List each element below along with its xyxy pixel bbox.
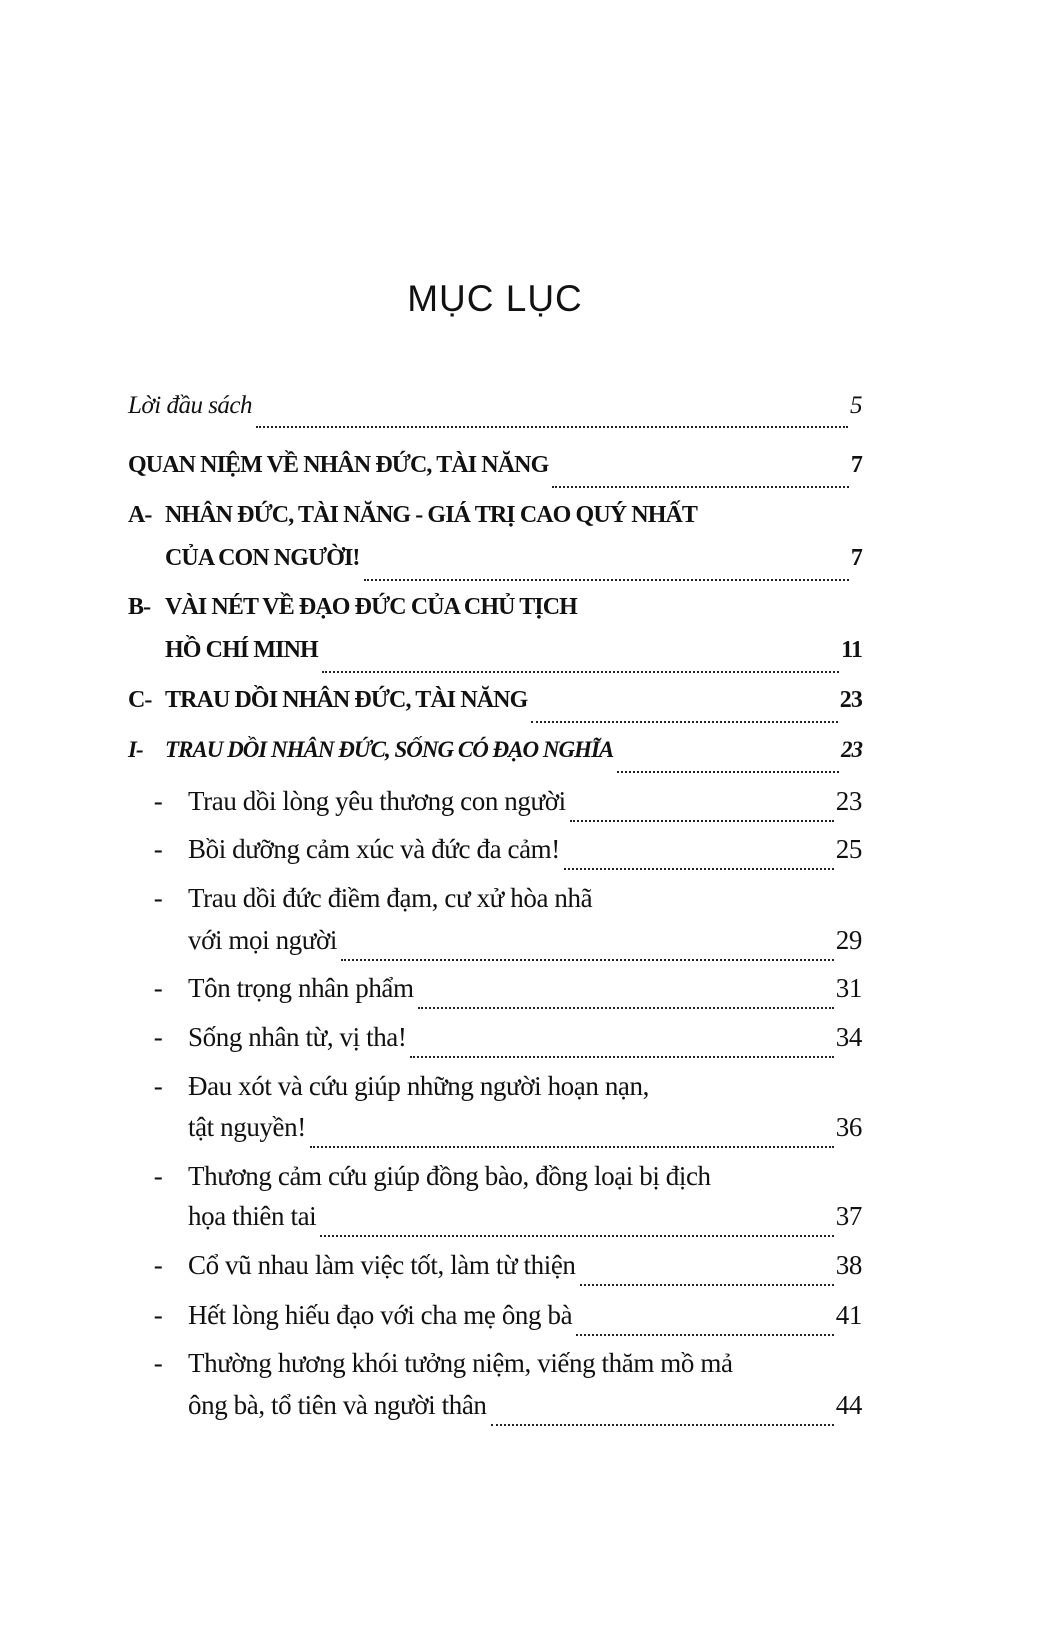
toc-item[interactable] [128,883,862,925]
toc-entry-b-cont[interactable] [128,637,862,679]
item-text: Tôn trọng nhân phẩm [188,973,414,1003]
toc-item[interactable] [128,1348,862,1390]
toc-item[interactable] [128,973,862,1015]
entry-text: CỦA CON NGƯỜI! [165,545,360,571]
dot-leader [617,770,839,773]
toc-entry-a-cont[interactable] [128,545,862,587]
page-number: 23 [835,786,862,816]
toc-entry-i[interactable] [128,737,862,779]
entry-prefix: C- [128,687,152,713]
entry-text: QUAN NIỆM VỀ NHÂN ĐỨC, TÀI NĂNG [128,452,549,478]
page-title: MỤC LỤC [407,278,583,319]
dot-leader [570,819,834,822]
item-text: Hết lòng hiếu đạo với cha mẹ ông bà [188,1300,573,1330]
entry-text: VÀI NÉT VỀ ĐẠO ĐỨC CỦA CHỦ TỊCH [165,594,577,620]
item-text: Cổ vũ nhau làm việc tốt, làm từ thiện [188,1250,576,1280]
entry-text: Lời đầu sách [128,392,253,419]
item-text: Đau xót và cứu giúp những người hoạn nạn, [188,1071,649,1101]
item-text: tật nguyền! [188,1112,306,1142]
item-text: Trau dồi đức điềm đạm, cư xử hòa nhã [188,883,593,913]
toc-entry-c[interactable] [128,687,862,729]
page-number: 34 [835,1022,862,1052]
dot-leader [552,485,849,488]
entry-prefix: I- [128,737,143,762]
page-number: 36 [835,1112,862,1142]
dot-leader [341,958,834,961]
dot-leader [564,867,834,870]
toc-item-cont[interactable] [128,925,862,967]
dot-leader [491,1423,834,1426]
item-text: Thường hương khói tưởng niệm, viếng thăm mồ mả [188,1348,733,1378]
entry-text: NHÂN ĐỨC, TÀI NĂNG - GIÁ TRỊ CAO QUÝ NHẤT [165,502,698,528]
page-number: 5 [850,392,862,419]
dot-leader [256,425,848,428]
item-dash: - [153,786,163,816]
toc-item[interactable] [128,1071,862,1113]
toc-item[interactable] [128,834,862,876]
toc-entry-a[interactable] [128,502,862,544]
toc-item[interactable] [128,786,862,828]
page-number: 38 [835,1250,862,1280]
toc-item[interactable] [128,1250,862,1292]
dot-leader [576,1333,834,1336]
item-text: Bồi dưỡng cảm xúc và đức đa cảm! [188,834,560,864]
page-number: 7 [850,545,862,571]
item-dash: - [153,883,163,913]
entry-prefix: B- [128,594,151,620]
item-dash: - [153,1300,163,1330]
entry-prefix: A- [128,502,152,528]
item-dash: - [153,1022,163,1052]
toc-item[interactable] [128,1022,862,1064]
item-dash: - [153,1161,163,1191]
item-text: Thương cảm cứu giúp đồng bào, đồng loại bị địch [188,1161,711,1191]
item-text: với mọi người [188,925,337,955]
item-text: Trau dồi lòng yêu thương con người [188,786,566,816]
item-dash: - [153,1071,163,1101]
toc-entry-preface[interactable] [128,392,862,434]
item-text: ông bà, tổ tiên và người thân [188,1390,487,1420]
dot-leader [531,720,837,723]
entry-text: HỒ CHÍ MINH [165,637,318,663]
entry-text: TRAU DỒI NHÂN ĐỨC, TÀI NĂNG [165,687,528,713]
dot-leader [320,1234,834,1237]
item-text: họa thiên tai [188,1201,317,1231]
toc-item-cont[interactable] [128,1112,862,1154]
toc-entry-section[interactable] [128,452,862,494]
item-text: Sống nhân từ, vị tha! [188,1022,407,1052]
dot-leader [364,578,849,581]
page-number: 37 [835,1201,862,1231]
toc-item[interactable] [128,1161,862,1203]
page-number: 11 [841,637,862,663]
page-number: 31 [835,973,862,1003]
toc-item-cont[interactable] [128,1390,862,1432]
item-dash: - [153,834,163,864]
dot-leader [322,670,839,673]
item-dash: - [153,973,163,1003]
dot-leader [418,1006,834,1009]
page-number: 44 [835,1390,862,1420]
dot-leader [310,1145,834,1148]
page-number: 25 [835,834,862,864]
toc-item[interactable] [128,1300,862,1342]
item-dash: - [153,1250,163,1280]
page-number: 23 [839,687,862,713]
page-number: 29 [835,925,862,955]
entry-text: TRAU DỒI NHÂN ĐỨC, SỐNG CÓ ĐẠO NGHĨA [165,737,614,762]
page-number: 7 [850,452,862,478]
dot-leader [580,1283,834,1286]
toc-item-cont[interactable] [128,1201,862,1243]
page-number: 23 [841,737,862,762]
item-dash: - [153,1348,163,1378]
toc-entry-b[interactable] [128,594,862,636]
page-number: 41 [835,1300,862,1330]
dot-leader [410,1055,833,1058]
